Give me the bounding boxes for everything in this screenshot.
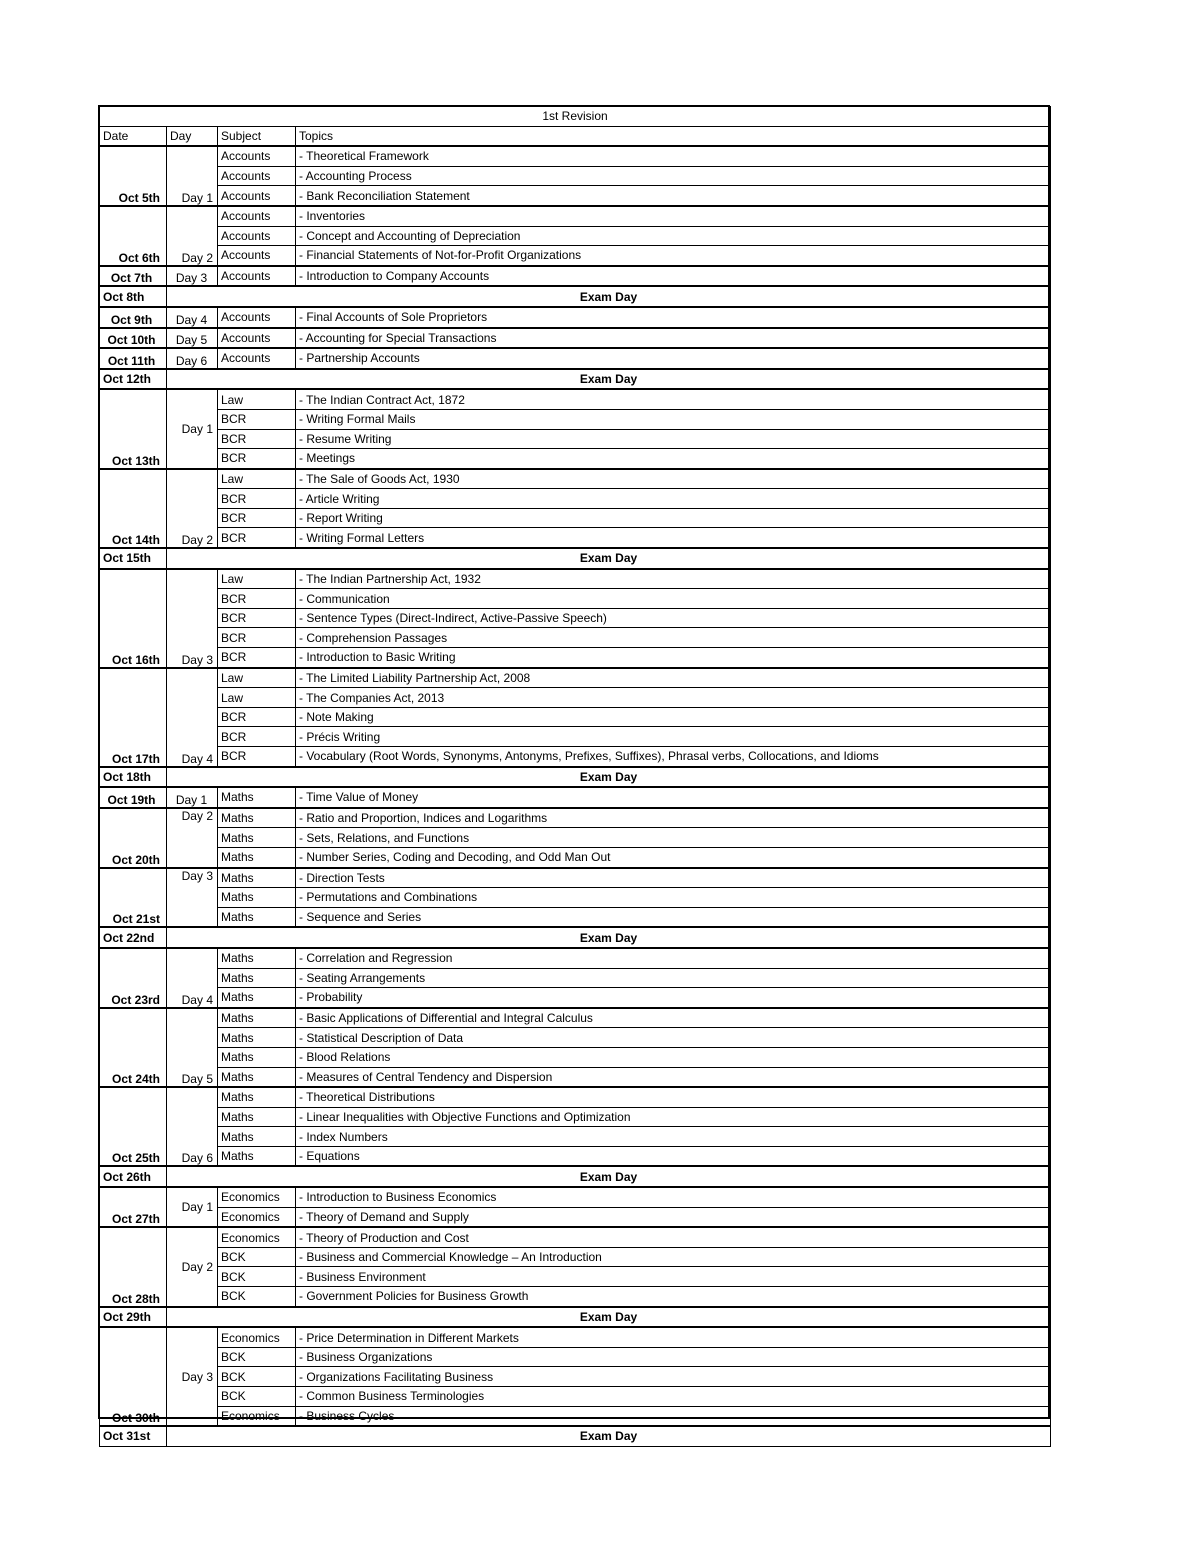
date-cell: Oct 29th [100,1307,167,1328]
schedule-row [100,747,1051,767]
topic-cell: - The Limited Liability Partnership Act, 2008 [296,668,1051,688]
schedule-row [100,847,1051,867]
sheet-title: 1st Revision [100,107,1051,127]
subject-cell: Maths [218,1067,296,1087]
schedule-row [100,948,1051,968]
schedule-row [100,1067,1051,1087]
topic-cell: - Number Series, Coding and Decoding, and Odd Man Out [296,847,1051,867]
subject-cell: Law [218,469,296,489]
date-cell: Oct 20th [100,808,167,868]
subject-cell: Accounts [218,226,296,246]
schedule-row [100,668,1051,688]
schedule-row [100,1187,1051,1207]
subject-cell: Accounts [218,246,296,266]
topic-cell: - Partnership Accounts [296,348,1051,369]
schedule-row [100,707,1051,727]
exam-day-label: Exam Day [167,286,1051,307]
topic-cell: - Comprehension Passages [296,628,1051,648]
day-cell: Day 3 [167,266,218,287]
schedule-row [100,907,1051,927]
schedule-row [100,449,1051,469]
schedule-row [100,787,1051,808]
topic-cell: - Probability [296,988,1051,1008]
day-cell: Day 3 [167,868,218,928]
subject-cell: Law [218,688,296,708]
schedule-row [100,226,1051,246]
exam-day-row [100,927,1051,948]
schedule-row [100,569,1051,589]
topic-cell: - Blood Relations [296,1047,1051,1067]
date-cell: Oct 8th [100,286,167,307]
day-cell: Day 4 [167,307,218,328]
topic-cell: - Writing Formal Mails [296,409,1051,429]
topic-cell: - Organizations Facilitating Business [296,1367,1051,1387]
exam-day-row [100,286,1051,307]
subject-cell: BCR [218,747,296,767]
schedule-row [100,968,1051,988]
schedule-row [100,429,1051,449]
schedule-row [100,808,1051,828]
schedule-row [100,1028,1051,1048]
date-cell: Oct 17th [100,668,167,767]
day-cell: Day 2 [167,1227,218,1306]
subject-cell: BCR [218,429,296,449]
schedule-row [100,648,1051,668]
topic-cell: - Final Accounts of Sole Proprietors [296,307,1051,328]
topic-cell: - Vocabulary (Root Words, Synonyms, Antonyms, Prefixes, Suffixes), Phrasal verbs, Collocations, and Idioms [296,747,1051,767]
topic-cell: - Business Organizations [296,1347,1051,1367]
exam-day-row [100,1166,1051,1187]
schedule-row [100,988,1051,1008]
exam-day-label: Exam Day [167,369,1051,390]
schedule-row [100,868,1051,888]
schedule-row [100,828,1051,848]
schedule-row [100,186,1051,206]
schedule-row [100,1367,1051,1387]
subject-cell: Maths [218,988,296,1008]
topic-cell: - Time Value of Money [296,787,1051,808]
schedule-row [100,727,1051,747]
date-cell: Oct 14th [100,469,167,548]
topic-cell: - Introduction to Company Accounts [296,266,1051,287]
subject-cell: BCK [218,1367,296,1387]
subject-cell: Accounts [218,328,296,349]
schedule-row [100,528,1051,548]
date-cell: Oct 6th [100,206,167,266]
header-row [100,126,1051,146]
day-cell: Day 1 [167,787,218,808]
schedule-row [100,1287,1051,1307]
date-cell: Oct 24th [100,1008,167,1087]
date-cell: Oct 26th [100,1166,167,1187]
topic-cell: - Précis Writing [296,727,1051,747]
date-cell: Oct 28th [100,1227,167,1306]
topic-cell: - Accounting Process [296,166,1051,186]
date-cell: Oct 11th [100,348,167,369]
topic-cell: - Sentence Types (Direct-Indirect, Active-Passive Speech) [296,608,1051,628]
topic-cell: - Business Environment [296,1267,1051,1287]
subject-cell: Maths [218,787,296,808]
subject-cell: Law [218,389,296,409]
subject-cell: BCR [218,707,296,727]
subject-cell: Maths [218,907,296,927]
exam-day-row [100,369,1051,390]
topic-cell: - Theoretical Framework [296,146,1051,166]
subject-cell: Accounts [218,266,296,287]
topic-cell: - Report Writing [296,508,1051,528]
schedule-row [100,1327,1051,1347]
exam-day-label: Exam Day [167,1307,1051,1328]
date-cell: Oct 13th [100,389,167,468]
exam-day-label: Exam Day [167,767,1051,788]
topic-cell: - Correlation and Regression [296,948,1051,968]
subject-cell: Maths [218,948,296,968]
date-cell: Oct 7th [100,266,167,287]
day-cell: Day 3 [167,1327,218,1426]
topic-cell: - Business and Commercial Knowledge – An Introduction [296,1247,1051,1267]
schedule-row [100,1227,1051,1247]
topic-cell: - Business Cycles [296,1406,1051,1426]
subject-cell: BCK [218,1247,296,1267]
schedule-row [100,1146,1051,1166]
subject-cell: BCR [218,648,296,668]
subject-cell: Accounts [218,186,296,206]
subject-cell: Maths [218,847,296,867]
schedule-row [100,608,1051,628]
subject-cell: Maths [218,828,296,848]
subject-cell: Economics [218,1187,296,1207]
schedule-row [100,146,1051,166]
schedule-row [100,307,1051,328]
topic-cell: - Permutations and Combinations [296,888,1051,908]
topic-cell: - Theoretical Distributions [296,1087,1051,1107]
topic-cell: - Statistical Description of Data [296,1028,1051,1048]
topic-cell: - Index Numbers [296,1127,1051,1147]
date-cell: Oct 15th [100,548,167,569]
topic-cell: - Concept and Accounting of Depreciation [296,226,1051,246]
schedule-row [100,166,1051,186]
schedule-row [100,1387,1051,1407]
subject-cell: Economics [218,1227,296,1247]
subject-cell: BCK [218,1387,296,1407]
date-cell: Oct 21st [100,868,167,928]
subject-cell: Maths [218,1107,296,1127]
subject-cell: Maths [218,1008,296,1028]
schedule-row [100,1406,1051,1426]
topic-cell: - Measures of Central Tendency and Dispersion [296,1067,1051,1087]
date-cell: Oct 16th [100,569,167,668]
topic-cell: - Meetings [296,449,1051,469]
date-cell: Oct 27th [100,1187,167,1227]
subject-cell: Maths [218,1146,296,1166]
subject-cell: BCK [218,1267,296,1287]
day-cell: Day 5 [167,1008,218,1087]
day-cell: Day 2 [167,206,218,266]
subject-cell: Maths [218,1047,296,1067]
schedule-row [100,688,1051,708]
schedule-row [100,206,1051,226]
topic-cell: - Ratio and Proportion, Indices and Logarithms [296,808,1051,828]
topic-cell: - Sets, Relations, and Functions [296,828,1051,848]
schedule-row [100,628,1051,648]
subject-cell: BCK [218,1287,296,1307]
subject-cell: BCR [218,489,296,509]
schedule-row [100,328,1051,349]
schedule-row [100,348,1051,369]
exam-day-label: Exam Day [167,1166,1051,1187]
schedule-row [100,409,1051,429]
subject-cell: Maths [218,868,296,888]
day-cell: Day 1 [167,1187,218,1227]
exam-day-label: Exam Day [167,927,1051,948]
topic-cell: - The Companies Act, 2013 [296,688,1051,708]
date-cell: Oct 5th [100,146,167,206]
topic-cell: - Resume Writing [296,429,1051,449]
schedule-row [100,1008,1051,1028]
title-row [100,107,1051,127]
topic-cell: - Financial Statements of Not-for-Profit Organizations [296,246,1051,266]
schedule-row [100,389,1051,409]
schedule-row [100,1087,1051,1107]
date-cell: Oct 31st [100,1426,167,1446]
subject-cell: Maths [218,808,296,828]
date-cell: Oct 19th [100,787,167,808]
topic-cell: - Article Writing [296,489,1051,509]
subject-cell: BCR [218,628,296,648]
topic-cell: - Inventories [296,206,1051,226]
subject-cell: BCR [218,608,296,628]
day-cell: Day 1 [167,389,218,468]
subject-cell: Economics [218,1406,296,1426]
revision-schedule-table [99,106,1051,1447]
schedule-row [100,1247,1051,1267]
subject-cell: Economics [218,1327,296,1347]
day-cell: Day 6 [167,1087,218,1166]
topic-cell: - Linear Inequalities with Objective Functions and Optimization [296,1107,1051,1127]
day-cell: Day 5 [167,328,218,349]
subject-cell: Maths [218,1087,296,1107]
schedule-row [100,1347,1051,1367]
subject-cell: BCR [218,589,296,609]
day-cell: Day 2 [167,808,218,868]
subject-cell: Accounts [218,307,296,328]
subject-cell: BCR [218,528,296,548]
schedule-row [100,1207,1051,1227]
day-cell: Day 4 [167,668,218,767]
date-cell: Oct 18th [100,767,167,788]
schedule-row [100,1047,1051,1067]
subject-cell: Accounts [218,146,296,166]
day-cell: Day 3 [167,569,218,668]
date-cell: Oct 9th [100,307,167,328]
topic-cell: - Equations [296,1146,1051,1166]
topic-cell: - Theory of Production and Cost [296,1227,1051,1247]
header-subject: Subject [218,126,296,146]
topic-cell: - Writing Formal Letters [296,528,1051,548]
subject-cell: BCR [218,508,296,528]
subject-cell: BCR [218,449,296,469]
schedule-body [100,107,1051,1447]
date-cell: Oct 25th [100,1087,167,1166]
date-cell: Oct 30th [100,1327,167,1426]
topic-cell: - Note Making [296,707,1051,727]
day-cell: Day 4 [167,948,218,1008]
schedule-row [100,888,1051,908]
topic-cell: - The Indian Partnership Act, 1932 [296,569,1051,589]
topic-cell: - Basic Applications of Differential and Integral Calculus [296,1008,1051,1028]
subject-cell: BCK [218,1347,296,1367]
day-cell: Day 1 [167,146,218,206]
header-date: Date [100,126,167,146]
subject-cell: Maths [218,1127,296,1147]
exam-day-row [100,1307,1051,1328]
schedule-row [100,266,1051,287]
topic-cell: - Seating Arrangements [296,968,1051,988]
exam-day-row [100,548,1051,569]
topic-cell: - Accounting for Special Transactions [296,328,1051,349]
topic-cell: - Government Policies for Business Growth [296,1287,1051,1307]
date-cell: Oct 22nd [100,927,167,948]
subject-cell: Law [218,569,296,589]
subject-cell: Accounts [218,348,296,369]
exam-day-label: Exam Day [167,548,1051,569]
subject-cell: Maths [218,888,296,908]
exam-day-row [100,767,1051,788]
subject-cell: Maths [218,968,296,988]
topic-cell: - The Indian Contract Act, 1872 [296,389,1051,409]
subject-cell: Accounts [218,206,296,226]
topic-cell: - Introduction to Basic Writing [296,648,1051,668]
topic-cell: - The Sale of Goods Act, 1930 [296,469,1051,489]
subject-cell: BCR [218,409,296,429]
schedule-row [100,1127,1051,1147]
schedule-row [100,1107,1051,1127]
subject-cell: Economics [218,1207,296,1227]
topic-cell: - Communication [296,589,1051,609]
exam-day-label: Exam Day [167,1426,1051,1446]
header-topics: Topics [296,126,1051,146]
topic-cell: - Bank Reconciliation Statement [296,186,1051,206]
topic-cell: - Price Determination in Different Markets [296,1327,1051,1347]
topic-cell: - Common Business Terminologies [296,1387,1051,1407]
topic-cell: - Introduction to Business Economics [296,1187,1051,1207]
schedule-row [100,1267,1051,1287]
date-cell: Oct 10th [100,328,167,349]
day-cell: Day 2 [167,469,218,548]
topic-cell: - Theory of Demand and Supply [296,1207,1051,1227]
schedule-row [100,246,1051,266]
subject-cell: BCR [218,727,296,747]
date-cell: Oct 23rd [100,948,167,1008]
subject-cell: Accounts [218,166,296,186]
subject-cell: Maths [218,1028,296,1048]
schedule-row [100,508,1051,528]
date-cell: Oct 12th [100,369,167,390]
subject-cell: Law [218,668,296,688]
topic-cell: - Direction Tests [296,868,1051,888]
exam-day-row [100,1426,1051,1446]
schedule-row [100,469,1051,489]
schedule-row [100,489,1051,509]
day-cell: Day 6 [167,348,218,369]
topic-cell: - Sequence and Series [296,907,1051,927]
header-day: Day [167,126,218,146]
schedule-row [100,589,1051,609]
